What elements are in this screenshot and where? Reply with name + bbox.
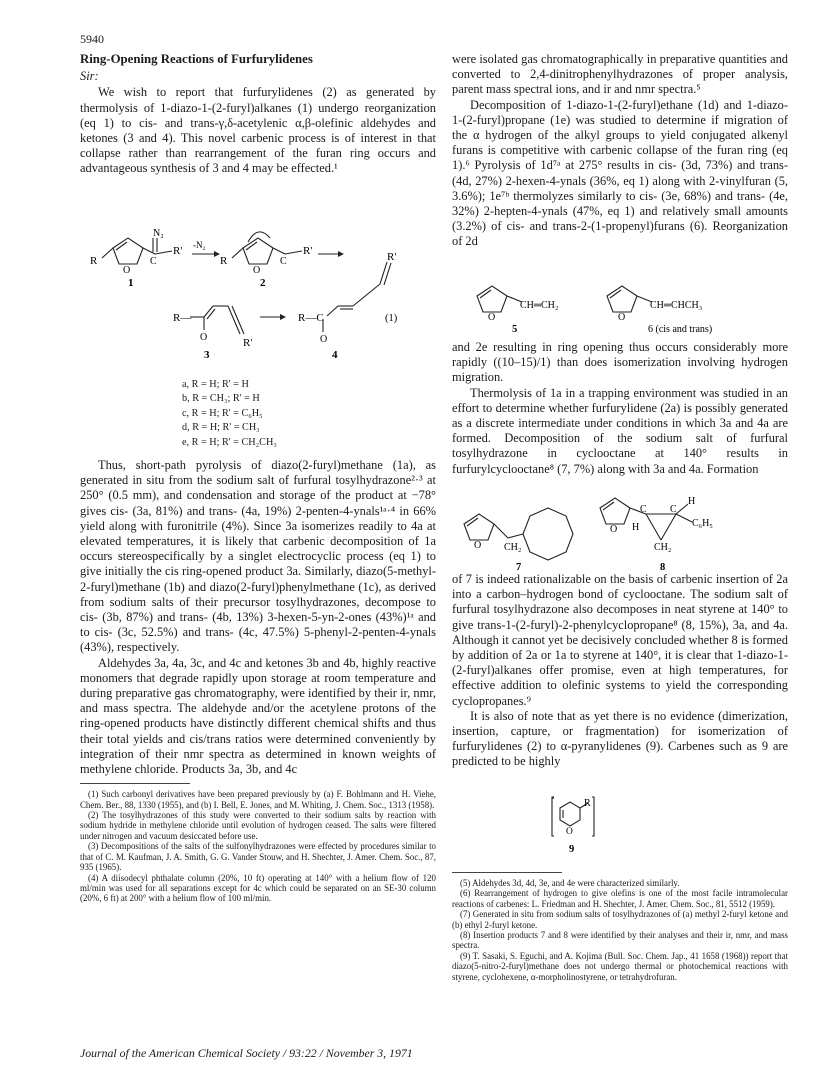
compound-label-9: 9 <box>569 844 575 854</box>
footnotes-left <box>80 789 436 903</box>
r-label: R <box>584 798 591 809</box>
minus-n2-label: -N₂ <box>193 240 206 250</box>
journal-footer: Journal of the American Chemical Society / 93:22 / November 3, 1971 <box>80 1046 413 1060</box>
structures-5-6 <box>452 280 788 338</box>
compound-label-7: 7 <box>516 562 522 573</box>
footnote-4: (4) A diisodecyl phthalate column (20%, 10 ft) operating at 140° with a helium flow of 120 ml/min was used for all separations except for 4c which could be separated on an SE-30 column (20%, 6 ft) at 200° with a helium flow of 100 ml/min. <box>80 872 436 904</box>
salutation: Sir: <box>80 69 99 84</box>
substituent-list <box>182 378 277 450</box>
r-dash-label: R— <box>173 312 192 324</box>
right-column-mid <box>452 340 788 477</box>
left-column-lower <box>80 458 436 904</box>
structure-3 <box>190 306 244 334</box>
compound-label-2: 2 <box>260 277 266 289</box>
r-label: R <box>90 255 98 267</box>
structure-4 <box>323 262 391 332</box>
svg-text:R': R' <box>243 337 253 349</box>
svg-text:C: C <box>280 256 287 267</box>
footnotes-right <box>452 878 788 982</box>
footnote-5: (5) Aldehydes 3d, 4d, 3e, and 4e were characterized similarly. <box>460 878 680 888</box>
footnote-2: (2) The tosylhydrazones of this study were converted to their sodium salts by reaction with sodium hydride in methylene chloride until evolution of hydrogen ceased. The salts were filtered under nitrogen and vacuum desiccated before use. <box>80 810 436 841</box>
r-c-label: R—C <box>298 312 324 324</box>
paragraph-aldehydes: Aldehydes 3a, 4a, 3c, and 4c and ketones 3b and 4b, highly reactive monomers that degrade rapidly upon storage at room temperature and during preparative gas chromatography, were identified by their ir, nmr, and mass spectra. The aldehyde and/or the acetylene protons of the ring-opened products have distinctly different chemical shifts and thus their total yields and cis/trans ratios were determined conveniently by integration of their nmr spectra as determined in known weights of methylene chloride. Products 3a, 3b, and 4c <box>80 655 436 777</box>
right-column <box>452 52 788 250</box>
oxygen-label: O <box>566 827 573 837</box>
svg-text:O: O <box>200 332 208 343</box>
right-footnotes-container <box>452 866 788 982</box>
carbon-label: C <box>670 504 677 515</box>
footnote-rule <box>452 872 562 873</box>
article-title: Ring-Opening Reactions of Furfurylidenes <box>80 52 313 66</box>
compound-label-5: 5 <box>512 324 518 335</box>
substituent-c: c, R = H; R' = C₆H₅ <box>182 407 263 419</box>
substituent-b: b, R = CH₃; R' = H <box>182 393 260 405</box>
compound-label-3: 3 <box>204 349 210 361</box>
vinyl-label: CH═CH₂ <box>520 300 559 311</box>
right-column-lower <box>452 572 788 770</box>
compound-label-8: 8 <box>660 562 666 573</box>
svg-text:R: R <box>220 255 228 267</box>
paragraph-insertion: of 7 is indeed rationalizable on the basis of carbenic insertion of 2a into a carbon–hydrogen bond of cyclooctane. The sodium salt of furfural tosylhydrazone also decomposes in neat styrene at 140° to give trans-1-(2-furyl)-2-phenylcyclopropane⁸ (8, 15%), 3a, and 4a. Although it cannot yet be decisively concluded whether 8 is formed by addition of 2a or 1a to styrene at 140°, it is clear that 1-diazo-1-(2-furyl)alkanes offer promise, even at high temperatures, for effective addition to olefinic systems to yield the corresponding cyclopropanes.⁹ <box>452 572 788 708</box>
left-column <box>80 52 436 177</box>
footnote-8: (8) Insertion products 7 and 8 were identified by their analyses and their ir, nmr, and mass spectra. <box>452 930 788 951</box>
svg-text:O: O <box>610 524 618 535</box>
r-prime-label: R' <box>173 245 183 257</box>
svg-text:R': R' <box>303 245 313 257</box>
ch2-label: CH₂ <box>654 542 672 553</box>
footnote-6: (6) Rearrangement of hydrogen to give olefins is one of the most facile intramolecular reactions of carbenes: L. Friedman and H. Shechter, J. Amer. Chem. Soc., 81, 5512 (1959). <box>452 888 788 909</box>
svg-text:O: O <box>253 265 261 276</box>
compound-label-1: 1 <box>128 277 134 289</box>
footnote-1: (1) Such carbonyl derivatives have been prepared previously by (a) F. Bohlmann and H. Viehe, Chem. Ber., 88, 1330 (1955), and (b) I. Bell, E. Jones, and M. Whiting, J. Chem. Soc., 1313 (1958). <box>80 789 436 810</box>
oxygen-label: O <box>123 265 131 276</box>
footnote-7: (7) Generated in situ from sodium salts of tosylhydrazones of (a) methyl 2-furyl ketone and (b) ethyl 2-furyl ketone. <box>452 909 788 930</box>
ch2-label: CH₂ <box>504 542 522 553</box>
hydrogen-label: H <box>688 496 696 507</box>
propenyl-label: CH═CHCH₃ <box>650 300 703 311</box>
compound-label-6: 6 (cis and trans) <box>648 324 713 335</box>
footnote-3: (3) Decompositions of the salts of the sulfonylhydrazones were effected by procedures similar to that of C. M. Kaufman, J. A. Smith, G. G. Vander Stouw, and H. Shechter, J. Amer. Chem. Soc., 87, 935 (1965). <box>80 841 436 873</box>
phenyl-label: C₆H₅ <box>692 518 713 529</box>
structure-9 <box>452 794 788 854</box>
svg-text:O: O <box>618 312 626 323</box>
structure-1 <box>102 238 172 264</box>
substituent-a: a, R = H; R' = H <box>182 379 249 390</box>
oxygen-label: O <box>488 312 496 323</box>
equation-number: (1) <box>385 313 398 324</box>
paragraph-decomposition: Decomposition of 1-diazo-1-(2-furyl)ethane (1d) and 1-diazo-1-(2-furyl)propane (1e) was studied to determine if migration of the α hydrogen of the alkyl groups to yield conjugated alkenyl furans is competitive with carbenic collapse of the furan ring (eq 1).⁶ Pyrolysis of 1d⁷ᵃ at 275° results in cis- (3d, 73%) and trans- (4d, 27%) 2-hexen-4-ynals (36%, eq 1) along with 2-vinylfuran (5, 3.6%); 1e⁷ᵇ thermolyzes similarly to cis- (3e, 68%) and trans- (4e, 32%) 2-hepten-4-ynals (47%, eq 1) and relatively small amounts (3.2%) of cis- and trans-2-(1-propenyl)furans (6). Reorganization of 2d <box>452 97 788 249</box>
page-number: 5940 <box>80 32 104 46</box>
paragraph-thermolysis: Thermolysis of 1a in a trapping environment was studied in an effort to determine whether furfurylidene (2a) is possibly generated as a discrete intermediate under conditions in which 3a and 4a are formed. Decomposition of the sodium salt of furfural tosylhydrazone in cyclooctane at 140° results in furfurylcyclooctane⁸ (7, 7%) along with 3a and 4a. Formation <box>452 385 788 476</box>
carbon-label: C <box>640 504 647 515</box>
paragraph-pyranylidenes: It is also of note that as yet there is no evidence (dimerization, insertion, capture, or fragmentation) for isomerization of furfurylidenes (2) to α-pyranylidenes (9). Carbenes such as 9 are predicted to be highly <box>452 708 788 769</box>
hydrogen-label: H <box>632 522 640 533</box>
svg-text:O: O <box>320 334 328 345</box>
paragraph-pyrolysis: Thus, short-path pyrolysis of diazo(2-furyl)methane (1a), as generated in situ from the sodium salt of furfural tosylhydrazone²·³ at 250° (0.5 mm), and condensation and storage of the product at −78° gives cis- (3a, 81%) and trans- (4a, 19%) 2-penten-4-ynals¹ᵃ·⁴ in 66% yield along with furonitrile (4%). Since 3a isomerizes readily to 4a at elevated temperatures, it is likely that carbenic decomposition of 1a occurs stereospecifically by a singlet electrocyclic process (eq 1) to give initially the cis ring-opened product 3a. Similarly, diazo(5-methyl-2-furyl)methane (1b) and diazo(2-furyl)phenylmethane (1c), as derived from sodium salts of their precursor tosylhydrazones, decompose to cis- (3b, 87%) and trans- (4b, 13%) 3-hexen-5-yn-2-ones (43%)¹ᵃ and to cis- (3c, 52.5%) and trans- (4c, 47.5%) 5-phenyl-2-penten-4-ynals (43%), respectively. <box>80 458 436 655</box>
reaction-scheme <box>80 224 436 379</box>
structures-7-8 <box>452 494 788 574</box>
carbon-label: C <box>150 256 157 267</box>
svg-text:R': R' <box>387 251 397 263</box>
footnote-rule <box>80 783 190 784</box>
structure-2 <box>232 232 302 264</box>
footnote-9: (9) T. Sasaki, S. Eguchi, and A. Kojima (Bull. Soc. Chem. Jap., 41 1658 (1968)) report that diazo(5-nitro-2-furyl)methane does not undergo thermal or photochemical reactions with styrene, cyclohexene, α-morpholinostyrene, or tetrahydrofuran. <box>452 950 788 982</box>
compound-label-4: 4 <box>332 349 338 361</box>
paragraph-continued: were isolated gas chromatographically in preparative quantities and converted to 2,4-dinitrophenylhydrazones of proper analysis, parent mass spectral ions, and ir and nmr spectra.⁵ <box>452 52 788 97</box>
intro-paragraph: We wish to report that furfurylidenes (2) as generated by thermolysis of 1-diazo-1-(2-furyl)alkanes (1) undergo reorganization (eq 1) to cis- and trans-γ,δ-acetylenic α,β-olefinic aldehydes and ketones (3 and 4). This novel carbenic process is of interest in that collapse rather than rearrangement of the furan ring occurs and advantageous synthesis of 3 and 4 may be effected.¹ <box>80 85 436 176</box>
substituent-e: e, R = H; R' = CH₂CH₃ <box>182 436 277 448</box>
n2-label: N₂ <box>153 228 164 239</box>
paragraph-ring-opening: and 2e resulting in ring opening thus occurs considerably more rapidly ((10–15)/1) than does isomerization involving hydrogen migration. <box>452 340 788 385</box>
oxygen-label: O <box>474 540 482 551</box>
substituent-d: d, R = H; R' = CH₃ <box>182 422 260 434</box>
